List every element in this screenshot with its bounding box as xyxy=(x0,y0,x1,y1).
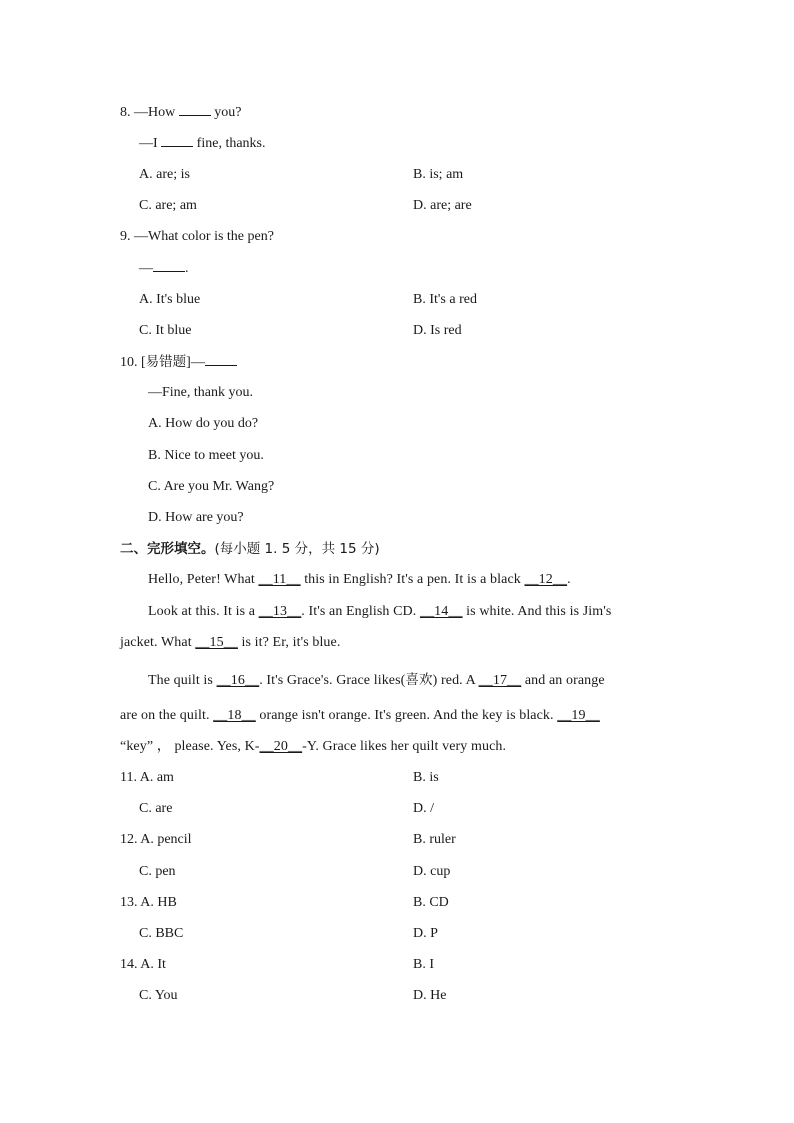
answer-blank xyxy=(161,134,193,147)
passage-blank-15: __15__ xyxy=(195,635,238,650)
passage-text: are on the quilt. xyxy=(120,708,214,723)
passage-text: jacket. What xyxy=(120,635,196,650)
q10-error-prone-tag: 易错题 xyxy=(145,354,187,370)
answer-blank xyxy=(179,103,211,116)
q14-option-a: 14. A. It xyxy=(120,957,166,972)
q13-option-d: D. P xyxy=(413,926,438,941)
q8-response-text-end: fine, thanks. xyxy=(193,136,266,151)
passage-paragraph-3-cont xyxy=(120,707,600,725)
q11-option-b: B. is xyxy=(413,770,439,785)
question-8-stem xyxy=(120,103,241,121)
q12-option-a: 12. A. pencil xyxy=(120,832,192,847)
q13-option-b: B. CD xyxy=(413,895,449,910)
passage-chinese-gloss: 喜欢 xyxy=(405,672,433,688)
q9-option-c: C. It blue xyxy=(139,323,192,338)
passage-text: is white. And this is Jim's xyxy=(462,604,612,619)
q14-option-c: C. You xyxy=(139,988,178,1003)
passage-text: Hello, Peter! What xyxy=(148,572,259,587)
q10-option-b: B. Nice to meet you. xyxy=(148,448,264,463)
q9-option-d: D. Is red xyxy=(413,323,462,338)
q12-option-d: D. cup xyxy=(413,864,451,879)
passage-blank-16: __16__ xyxy=(216,673,260,688)
q12-option-b: B. ruler xyxy=(413,832,456,847)
passage-text: . xyxy=(567,572,571,587)
passage-paragraph-1 xyxy=(148,571,571,589)
q11-option-c: C. are xyxy=(139,801,173,816)
passage-paragraph-2-cont xyxy=(120,634,340,652)
section-2-scoring-note: (每小题 1. 5 分，共 15 分) xyxy=(214,541,380,557)
question-10-response: —Fine, thank you. xyxy=(148,385,253,400)
question-10-stem xyxy=(120,353,237,371)
passage-text: this in English? It's a pen. It is a black xyxy=(300,572,525,587)
passage-paragraph-2 xyxy=(148,603,611,621)
q8-stem-text-end: you? xyxy=(210,105,242,120)
passage-text: . It's an English CD. xyxy=(301,604,420,619)
q8-option-a: A. are; is xyxy=(139,167,190,182)
passage-paragraph-3-end xyxy=(120,738,506,756)
answer-blank xyxy=(205,353,237,366)
passage-text: is it? Er, it's blue. xyxy=(237,635,341,650)
question-8-response xyxy=(139,134,266,152)
q10-option-d: D. How are you? xyxy=(148,510,244,525)
passage-text: ) red. A xyxy=(432,673,479,688)
q13-option-c: C. BBC xyxy=(139,926,184,941)
q9-response-end: . xyxy=(185,261,189,276)
q9-option-a: A. It's blue xyxy=(139,292,201,307)
section-2-heading xyxy=(120,540,380,558)
passage-text: “key” ， please. Yes, K- xyxy=(120,739,260,754)
passage-blank-18: __18__ xyxy=(213,708,256,723)
q9-response-text: — xyxy=(139,261,153,276)
q12-option-c: C. pen xyxy=(139,864,176,879)
passage-blank-14: __14__ xyxy=(419,604,463,619)
passage-text: . It's Grace's. Grace likes( xyxy=(259,673,406,688)
passage-blank-13: __13__ xyxy=(258,604,302,619)
passage-blank-20: __20__ xyxy=(259,739,303,754)
q10-stem-text: 10. [ xyxy=(120,355,146,370)
passage-blank-11: __11__ xyxy=(258,572,301,587)
passage-blank-17: __17__ xyxy=(478,673,522,688)
q8-option-d: D. are; are xyxy=(413,198,472,213)
passage-text: orange isn't orange. It's green. And the key is black. xyxy=(255,708,558,723)
passage-blank-12: __12__ xyxy=(524,572,568,587)
passage-text: and an orange xyxy=(521,673,605,688)
question-9-response xyxy=(139,259,189,277)
q11-option-d: D. / xyxy=(413,801,434,816)
q8-option-b: B. is; am xyxy=(413,167,464,182)
q8-response-text: —I xyxy=(139,136,162,151)
section-2-title: 二、完形填空。 xyxy=(120,541,215,557)
question-9-stem: 9. —What color is the pen? xyxy=(120,229,274,244)
q11-option-a: 11. A. am xyxy=(120,770,174,785)
q13-option-a: 13. A. HB xyxy=(120,895,177,910)
q14-option-b: B. I xyxy=(413,957,434,972)
q10-option-c: C. Are you Mr. Wang? xyxy=(148,479,275,494)
q10-option-a: A. How do you do? xyxy=(148,416,259,431)
passage-paragraph-3 xyxy=(148,671,605,689)
q8-stem-text: 8. —How xyxy=(120,105,179,120)
q9-option-b: B. It's a red xyxy=(413,292,477,307)
passage-text: Look at this. It is a xyxy=(148,604,259,619)
q14-option-d: D. He xyxy=(413,988,447,1003)
q10-stem-after-tag: ]— xyxy=(186,355,205,370)
answer-blank xyxy=(153,259,185,272)
passage-text: -Y. Grace likes her quilt very much. xyxy=(302,739,507,754)
passage-text: The quilt is xyxy=(148,673,217,688)
passage-blank-19: __19__ xyxy=(557,708,600,723)
q8-option-c: C. are; am xyxy=(139,198,197,213)
